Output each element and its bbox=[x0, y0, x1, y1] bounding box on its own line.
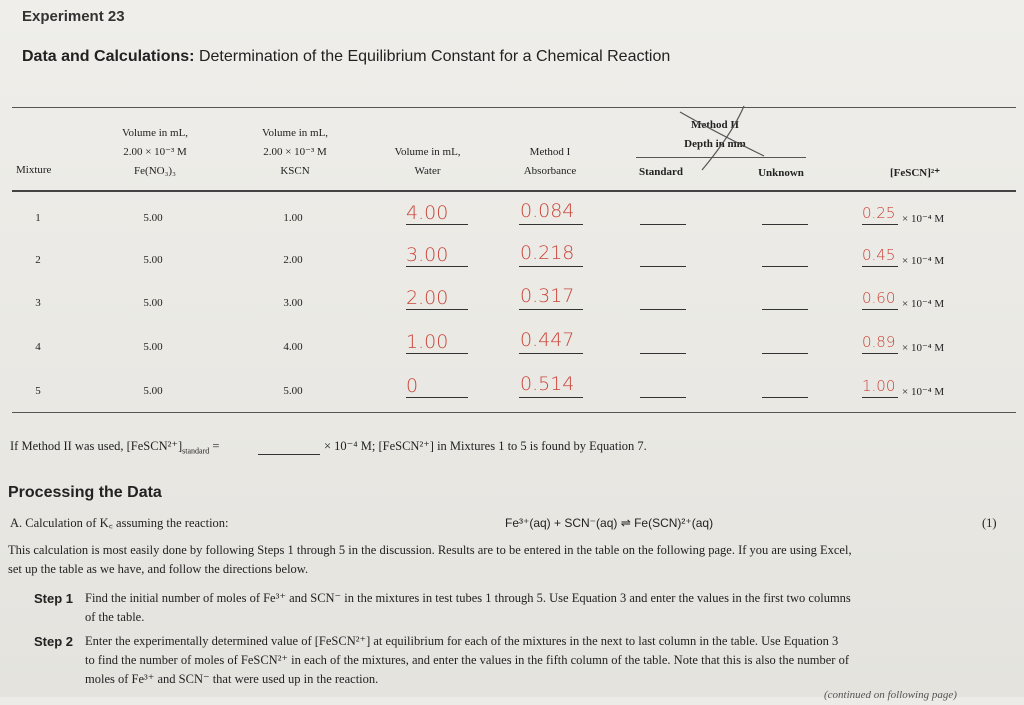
mixture-number: 5 bbox=[35, 385, 41, 397]
water-underline bbox=[406, 266, 468, 267]
water-volume[interactable]: 3.00 bbox=[406, 244, 449, 266]
method2-note: If Method II was used, $[FeSCN^{2+}]_{standard}$ = bbox=[10, 439, 220, 456]
continued-footer: (continued on following page) bbox=[824, 689, 957, 701]
step2-line-3: moles of Fe³⁺ and SCN⁻ that were used up in the reaction. bbox=[85, 672, 379, 686]
fescn-unit: × 10⁻⁴ M bbox=[902, 386, 945, 398]
standard-blank[interactable] bbox=[640, 353, 686, 354]
unknown-blank[interactable] bbox=[762, 224, 808, 225]
unknown-blank[interactable] bbox=[762, 309, 808, 310]
intro-line-1: This calculation is most easily done by following Steps 1 through 5 in the discussion. Results are to be entered in the table on the following page. If you are using Excel, bbox=[8, 543, 852, 557]
equation-number: (1) bbox=[982, 516, 997, 530]
absorbance-value[interactable]: 0.447 bbox=[520, 329, 575, 351]
step2-label: Step 2 bbox=[34, 634, 74, 649]
water-volume[interactable]: 2.00 bbox=[406, 287, 449, 309]
water-volume[interactable]: 4.00 bbox=[406, 202, 449, 224]
water-underline bbox=[406, 309, 468, 310]
fescn-underline bbox=[862, 353, 898, 354]
fe-volume: 5.00 bbox=[143, 341, 163, 353]
step2-line-1: Enter the experimentally determined value of [FeSCN²⁺] at equilibrium for each of the mixtures in the next to last column in the table. Use Equation 3 bbox=[85, 634, 839, 648]
step2-line-2: to find the number of moles of FeSCN²⁺ in each of the mixtures, and enter the values in the fifth column of the table. Note that this is also the number of bbox=[85, 653, 849, 667]
fescn-unit: × 10⁻⁴ M bbox=[902, 298, 945, 310]
method2-note-suffix: × 10⁻⁴ M; [FeSCN²⁺] in Mixtures 1 to 5 is found by Equation 7. bbox=[324, 439, 647, 453]
absorbance-underline bbox=[519, 266, 583, 267]
step1-line-2: of the table. bbox=[85, 610, 145, 624]
standard-blank[interactable] bbox=[640, 397, 686, 398]
mixture-number: 3 bbox=[35, 297, 41, 309]
fescn-value[interactable]: 0.25 bbox=[862, 204, 896, 222]
water-underline bbox=[406, 397, 468, 398]
fe-volume: 5.00 bbox=[143, 297, 163, 309]
fescn-underline bbox=[862, 266, 898, 267]
page-title bbox=[22, 48, 670, 66]
fescn-underline bbox=[862, 224, 898, 225]
fescn-unit: × 10⁻⁴ M bbox=[902, 342, 945, 354]
page-title-bold: Data and Calculations: bbox=[22, 48, 195, 65]
standard-conc-blank[interactable] bbox=[258, 454, 320, 455]
standard-blank[interactable] bbox=[640, 224, 686, 225]
water-underline bbox=[406, 224, 468, 225]
kscn-volume: 5.00 bbox=[283, 385, 303, 397]
fescn-value[interactable]: 0.45 bbox=[862, 246, 896, 264]
step1-label: Step 1 bbox=[34, 591, 74, 606]
header-fescn: [FeSCN]²⁺ bbox=[889, 167, 941, 179]
unknown-blank[interactable] bbox=[762, 353, 808, 354]
intro-line-2: set up the table as we have, and follow the directions below. bbox=[8, 562, 309, 576]
header-method2: Method II Depth in mm bbox=[684, 119, 746, 150]
reaction-equation: Fe³⁺(aq) + SCN⁻(aq) ⇌ Fe(SCN)²⁺(aq) bbox=[505, 516, 714, 530]
absorbance-underline bbox=[519, 353, 583, 354]
absorbance-value[interactable]: 0.514 bbox=[520, 373, 575, 395]
mixture-number: 1 bbox=[35, 212, 41, 224]
unknown-blank[interactable] bbox=[762, 266, 808, 267]
table-bottom-rule bbox=[12, 412, 1016, 413]
kscn-volume: 1.00 bbox=[283, 212, 303, 224]
fe-volume: 5.00 bbox=[143, 212, 163, 224]
fescn-value[interactable]: 1.00 bbox=[862, 377, 896, 395]
water-volume[interactable]: 1.00 bbox=[406, 331, 449, 353]
kscn-volume: 2.00 bbox=[283, 254, 303, 266]
header-fe-no3: Volume in mL, 2.00 × 10⁻³ M Fe(NO₃)₃ bbox=[121, 127, 189, 177]
header-method1: Method I Absorbance bbox=[523, 146, 577, 177]
mixture-number: 2 bbox=[35, 254, 41, 266]
section-a-label: A. Calculation of K꜀ assuming the reaction: bbox=[10, 516, 229, 530]
fescn-unit: × 10⁻⁴ M bbox=[902, 213, 945, 225]
kscn-volume: 4.00 bbox=[283, 341, 303, 353]
fe-volume: 5.00 bbox=[143, 254, 163, 266]
page-title-rest: Determination of the Equilibrium Constant for a Chemical Reaction bbox=[198, 48, 671, 65]
header-standard: Standard bbox=[638, 166, 684, 178]
step1-line-1: Find the initial number of moles of Fe³⁺ and SCN⁻ in the mixtures in test tubes 1 through 5. Use Equation 3 and enter the values in the first two columns bbox=[85, 591, 851, 605]
absorbance-underline bbox=[519, 224, 583, 225]
header-unknown: Unknown bbox=[758, 167, 804, 179]
cross-out-mark bbox=[660, 104, 780, 176]
header-kscn: Volume in mL, 2.00 × 10⁻³ M KSCN bbox=[261, 127, 329, 177]
header-water: Volume in mL, Water bbox=[394, 146, 461, 177]
absorbance-value[interactable]: 0.218 bbox=[520, 242, 575, 264]
standard-blank[interactable] bbox=[640, 266, 686, 267]
absorbance-underline bbox=[519, 397, 583, 398]
water-underline bbox=[406, 353, 468, 354]
absorbance-value[interactable]: 0.317 bbox=[520, 285, 575, 307]
absorbance-value[interactable]: 0.084 bbox=[520, 200, 575, 222]
fe-volume: 5.00 bbox=[143, 385, 163, 397]
processing-title: Processing the Data bbox=[8, 484, 162, 501]
table-header-rule bbox=[12, 190, 1016, 192]
fescn-underline bbox=[862, 309, 898, 310]
fescn-underline bbox=[862, 397, 898, 398]
experiment-title: Experiment 23 bbox=[22, 8, 125, 25]
fescn-value[interactable]: 0.89 bbox=[862, 333, 896, 351]
kscn-volume: 3.00 bbox=[283, 297, 303, 309]
water-volume[interactable]: 0 bbox=[406, 375, 419, 397]
table-top-rule bbox=[12, 107, 1016, 108]
fescn-unit: × 10⁻⁴ M bbox=[902, 255, 945, 267]
mixture-number: 4 bbox=[35, 341, 41, 353]
fescn-value[interactable]: 0.60 bbox=[862, 289, 896, 307]
header-mixture: Mixture bbox=[16, 164, 52, 176]
unknown-blank[interactable] bbox=[762, 397, 808, 398]
standard-blank[interactable] bbox=[640, 309, 686, 310]
absorbance-underline bbox=[519, 309, 583, 310]
